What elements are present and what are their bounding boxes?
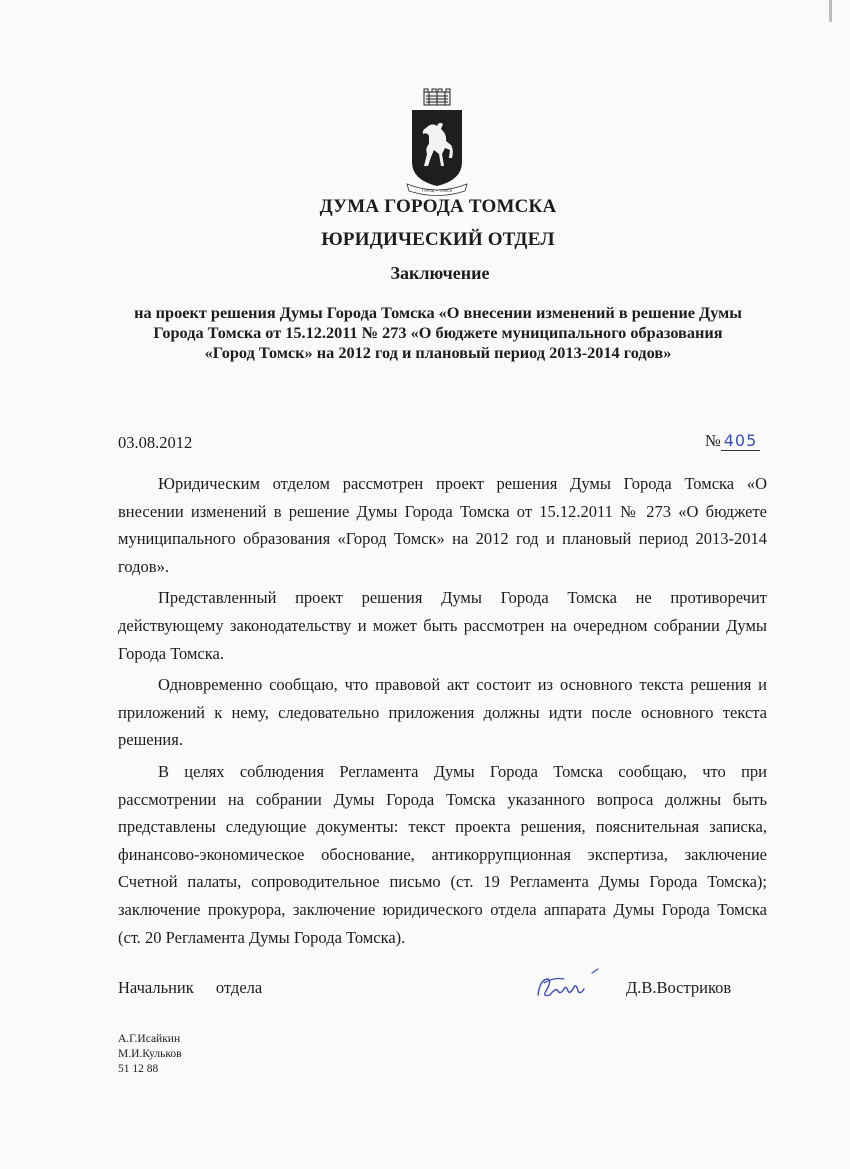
- executor-footer: [118, 1032, 182, 1077]
- body-paragraph: Представленный проект решения Думы Города Томска не противоречит действующему законодательству и может быть рассмотрен на очередном собрании Думы Города Томска.: [118, 588, 767, 663]
- document-body: [118, 470, 767, 955]
- document-title: Заключение: [390, 263, 490, 283]
- signatory-name: Д.В.Востриков: [626, 978, 732, 997]
- handwritten-number: 405: [721, 431, 761, 451]
- executor-phone: 51 12 88: [118, 1063, 159, 1075]
- org-name: ДУМА ГОРОДА ТОМСКА: [319, 196, 557, 217]
- subject-line: «Город Томск» на 2012 год и плановый период 2013-2014 годов»: [204, 343, 672, 362]
- handwritten-signature-icon: [530, 965, 610, 1007]
- signature-block: [118, 978, 758, 1008]
- document-subject: [118, 303, 758, 363]
- executor-name: М.И.Кульков: [118, 1048, 182, 1060]
- document-date: 03.08.2012: [118, 433, 193, 452]
- signatory-title: Начальник отдела: [118, 978, 263, 997]
- body-paragraph: Юридическим отделом рассмотрен проект решения Думы Города Томска «О внесении изменений в решение Думы Города Томска от 15.12.2011 № 273 «О бюджете муниципального образования «Город Томск» на 2012 год и плановый период 2013-2014 годов».: [118, 474, 767, 576]
- svg-text:ГОРОД • ТОМСК: ГОРОД • ТОМСК: [421, 189, 453, 193]
- department-name: ЮРИДИЧЕСКИЙ ОТДЕЛ: [321, 229, 555, 250]
- scan-edge-mark: [829, 0, 832, 22]
- document-number: [705, 431, 760, 451]
- number-label: №: [705, 431, 721, 450]
- body-paragraph: В целях соблюдения Регламента Думы Города Томска сообщаю, что при рассмотрении на собрании Думы Города Томска указанного вопроса должны быть представлены следующие документы: текст проекта решения, пояснительная записка, финансово-экономическое обоснование, антикоррупционная экспертиза, заключение Счетной палаты, сопроводительное письмо (ст. 19 Регламента Думы Города Томска); заключение прокурора, заключение юридического отдела аппарата Думы Города Томска (ст. 20 Регламента Думы Города Томска).: [118, 761, 767, 947]
- subject-line: на проект решения Думы Города Томска «О внесении изменений в решение Думы: [134, 303, 742, 322]
- body-paragraph: Одновременно сообщаю, что правовой акт состоит из основного текста решения и приложений к нему, следовательно приложения должны идти после основного текста решения.: [118, 675, 767, 750]
- subject-line: Города Томска от 15.12.2011 № 273 «О бюджете муниципального образования: [153, 323, 723, 342]
- executor-name: А.Г.Исайкин: [118, 1033, 181, 1045]
- tomsk-coat-of-arms-icon: [405, 88, 469, 198]
